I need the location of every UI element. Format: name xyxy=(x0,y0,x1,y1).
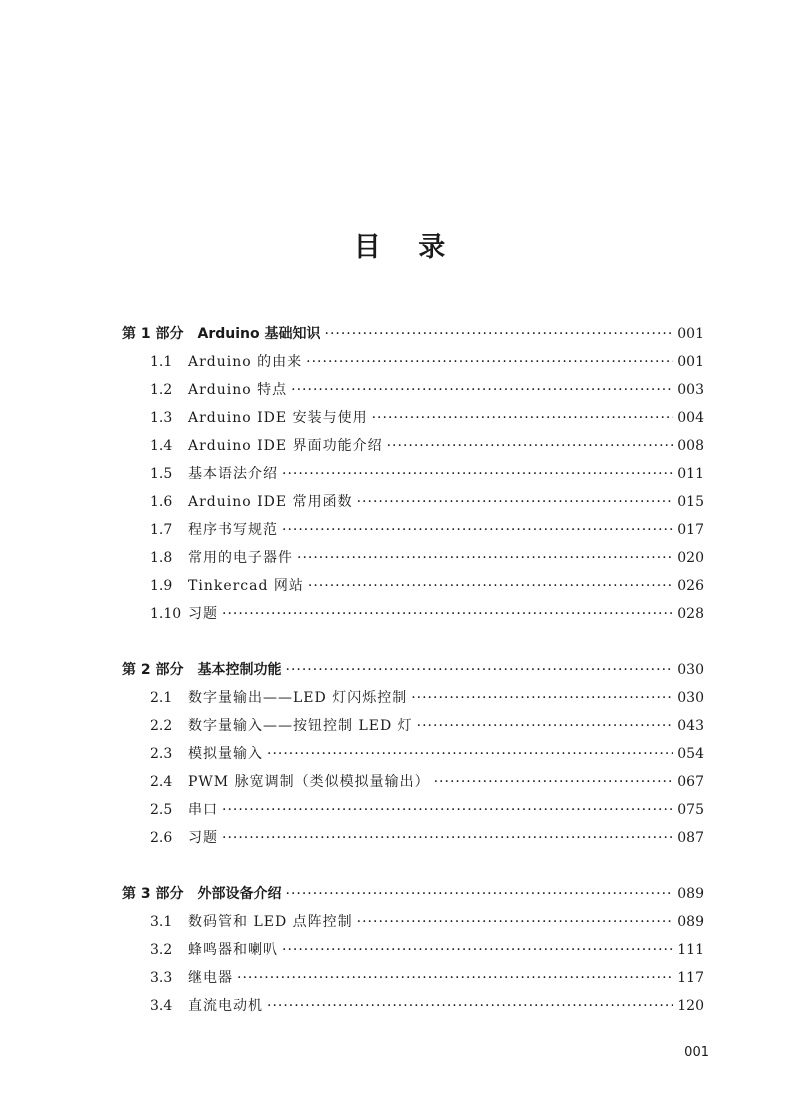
dot-leader xyxy=(286,880,674,908)
section-number: 3.4 xyxy=(150,998,173,1014)
page-number: 089 xyxy=(677,886,704,902)
dot-leader xyxy=(222,600,673,628)
toc-item[interactable] xyxy=(0,544,799,572)
page-number: 067 xyxy=(677,774,704,790)
part-title: 基本控制功能 xyxy=(197,662,282,678)
dot-leader xyxy=(222,796,673,824)
section-number: 3.3 xyxy=(150,970,173,986)
toc-part-2[interactable] xyxy=(0,656,799,684)
toc-item[interactable] xyxy=(0,824,799,852)
section-number: 2.5 xyxy=(150,802,173,818)
dot-leader xyxy=(306,348,673,376)
toc-item[interactable] xyxy=(0,348,799,376)
toc-item[interactable] xyxy=(0,740,799,768)
page-number: 054 xyxy=(677,746,704,762)
toc-item[interactable] xyxy=(0,964,799,992)
page-title: 目 录 xyxy=(353,232,460,263)
dot-leader xyxy=(237,964,673,992)
section-number: 3.1 xyxy=(150,914,173,930)
section-title: 习题 xyxy=(188,830,218,846)
part-title: Arduino 基础知识 xyxy=(197,326,321,342)
section-number: 1.7 xyxy=(150,522,173,538)
section-number: 1.4 xyxy=(150,438,173,454)
section-number: 2.6 xyxy=(150,830,173,846)
section-title: Arduino 的由来 xyxy=(188,354,303,370)
part-label: 第 1 部分 xyxy=(122,326,184,342)
section-title: 数码管和 LED 点阵控制 xyxy=(188,914,353,930)
toc-item[interactable] xyxy=(0,600,799,628)
section-title: Arduino IDE 安装与使用 xyxy=(188,410,368,426)
toc-item[interactable] xyxy=(0,516,799,544)
section-title: PWM 脉宽调制（类似模拟量输出） xyxy=(188,774,430,790)
dot-leader xyxy=(282,516,673,544)
toc-item[interactable] xyxy=(0,768,799,796)
toc-item[interactable] xyxy=(0,404,799,432)
page-number: 120 xyxy=(677,998,704,1014)
dot-leader xyxy=(282,936,673,964)
section-title: 串口 xyxy=(188,802,218,818)
section-title: 常用的电子器件 xyxy=(188,550,293,566)
dot-leader xyxy=(434,768,674,796)
page-number: 003 xyxy=(677,382,704,398)
toc-item[interactable] xyxy=(0,684,799,712)
page-number: 011 xyxy=(677,466,704,482)
toc-item[interactable] xyxy=(0,460,799,488)
page-number: 117 xyxy=(677,970,704,986)
dot-leader xyxy=(222,824,673,852)
dot-leader xyxy=(282,460,673,488)
dot-leader xyxy=(357,908,674,936)
page-number: 030 xyxy=(677,690,704,706)
page-number: 111 xyxy=(677,942,704,958)
part-title: 外部设备介绍 xyxy=(197,886,282,902)
section-title: 蜂鸣器和喇叭 xyxy=(188,942,278,958)
dot-leader xyxy=(372,404,674,432)
dot-leader xyxy=(308,572,673,600)
page-number: 001 xyxy=(677,354,704,370)
toc-item[interactable] xyxy=(0,488,799,516)
part-label: 第 2 部分 xyxy=(122,662,184,678)
section-number: 3.2 xyxy=(150,942,173,958)
section-title: 继电器 xyxy=(188,970,233,986)
page-number: 026 xyxy=(677,578,704,594)
part-label: 第 3 部分 xyxy=(122,886,184,902)
page-number: 008 xyxy=(677,438,704,454)
section-number: 1.1 xyxy=(150,354,173,370)
section-title: 数字量输入——按钮控制 LED 灯 xyxy=(188,718,413,734)
page-number: 087 xyxy=(677,830,704,846)
section-number: 1.3 xyxy=(150,410,173,426)
page-number: 075 xyxy=(677,802,704,818)
page-number: 028 xyxy=(677,606,704,622)
section-number: 1.6 xyxy=(150,494,173,510)
dot-leader xyxy=(387,432,674,460)
section-number: 1.10 xyxy=(150,606,182,622)
toc-item[interactable] xyxy=(0,712,799,740)
page-number: 030 xyxy=(677,662,704,678)
page-number: 001 xyxy=(677,326,704,342)
section-number: 1.5 xyxy=(150,466,173,482)
toc-item[interactable] xyxy=(0,992,799,1020)
section-title: Arduino IDE 界面功能介绍 xyxy=(188,438,383,454)
toc-item[interactable] xyxy=(0,432,799,460)
toc-item[interactable] xyxy=(0,572,799,600)
dot-leader xyxy=(286,656,674,684)
toc-part-3[interactable] xyxy=(0,880,799,908)
page-number: 004 xyxy=(677,410,704,426)
toc-item[interactable] xyxy=(0,936,799,964)
section-title: 习题 xyxy=(188,606,218,622)
dot-leader xyxy=(297,544,673,572)
dot-leader xyxy=(417,712,674,740)
page-number: 089 xyxy=(677,914,704,930)
dot-leader xyxy=(357,488,674,516)
dot-leader xyxy=(325,320,674,348)
section-number: 1.2 xyxy=(150,382,173,398)
toc-part-1[interactable] xyxy=(0,320,799,348)
page-number: 020 xyxy=(677,550,704,566)
section-number: 2.1 xyxy=(150,690,173,706)
section-title: Arduino 特点 xyxy=(188,382,288,398)
dot-leader xyxy=(267,992,673,1020)
section-title: Arduino IDE 常用函数 xyxy=(188,494,353,510)
dot-leader xyxy=(411,684,673,712)
section-number: 2.4 xyxy=(150,774,173,790)
page-number: 043 xyxy=(677,718,704,734)
section-number: 1.8 xyxy=(150,550,173,566)
footer-page-number: 001 xyxy=(684,1045,709,1060)
dot-leader xyxy=(267,740,673,768)
section-title: 直流电动机 xyxy=(188,998,263,1014)
section-title: 模拟量输入 xyxy=(188,746,263,762)
section-number: 1.9 xyxy=(150,578,173,594)
dot-leader xyxy=(291,376,673,404)
toc-item[interactable] xyxy=(0,376,799,404)
toc-item[interactable] xyxy=(0,908,799,936)
toc-item[interactable] xyxy=(0,796,799,824)
page-number: 017 xyxy=(677,522,704,538)
page-number: 015 xyxy=(677,494,704,510)
section-number: 2.3 xyxy=(150,746,173,762)
section-title: Tinkercad 网站 xyxy=(188,578,304,594)
section-title: 数字量输出——LED 灯闪烁控制 xyxy=(188,690,408,706)
section-number: 2.2 xyxy=(150,718,173,734)
section-title: 基本语法介绍 xyxy=(188,466,278,482)
section-title: 程序书写规范 xyxy=(188,522,278,538)
